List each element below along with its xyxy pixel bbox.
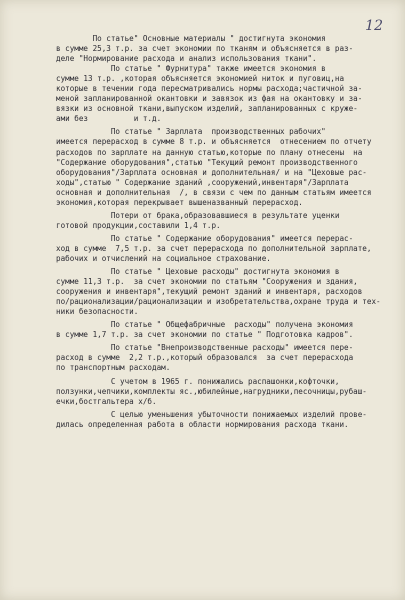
text-line: дилась определенная работа в области нормирования расхода ткани. xyxy=(56,419,349,429)
text-line: По статье " Цеховые расходы" достигнута экономия в xyxy=(56,267,340,277)
text-line: С учетом в 1965 г. понижались распашонки,кофточки, xyxy=(56,376,340,386)
text-line: готовой продукции,составили 1,4 т.р. xyxy=(56,220,221,230)
paragraph xyxy=(56,127,390,207)
text-line: ходы",статью " Содержание зданий ,сооружений,инвентаря"/Зарплата xyxy=(56,177,349,187)
text-line: имеется перерасход в сумме 8 т.р. и объясняется отнесением по отчету xyxy=(56,137,372,147)
text-line: сумме 13 т.р. ,которая объясняется экономией ниток и пуговиц,на xyxy=(56,74,345,84)
text-line: ечки,бостгальтера х/б. xyxy=(56,396,157,406)
text-line: ники безопасности. xyxy=(56,307,139,317)
text-line: По статье " Зарплата производственных рабочих" xyxy=(56,127,326,137)
text-line: деле "Нормирование расхода и анализ использования ткани". xyxy=(56,54,317,64)
paragraph xyxy=(56,320,390,340)
text-line: в сумме 25,3 т.р. за счет экономии по тканям и объясняется в раз- xyxy=(56,44,354,54)
text-line: меной запланированной окантовки и завязок из фая на окантовку и за- xyxy=(56,94,363,104)
text-line: основная и дополнительная /, в связи с чем по данным статьям имеется xyxy=(56,187,372,197)
text-line: По статье" Основные материалы " достигнута экономия xyxy=(56,34,326,43)
text-line: по/рационализации/рационализации и изобретательства,охране труда и тех- xyxy=(56,297,381,307)
text-line: оборудования"/Зарплата основная и дополнительная/ и на "Цеховые рас- xyxy=(56,167,367,177)
text-line: сумме 11,3 т.р. за счет экономии по статьям "Сооружения и здания, xyxy=(56,277,358,287)
paragraph xyxy=(56,410,390,430)
text-line: По статье " Содержание оборудования" имеется перерас- xyxy=(56,233,354,243)
text-line: С целью уменьшения убыточности понижаемых изделий прове- xyxy=(56,409,367,419)
text-line: экономия,которая перекрывает вышеназванный перерасход. xyxy=(56,197,303,207)
page-number: 12 xyxy=(365,18,383,34)
text-line: по транспортным расходам. xyxy=(56,363,171,373)
text-line: расходов по зарплате на данную статью,которые по плану отнесены на xyxy=(56,147,363,157)
text-line: "Содержание оборудования",статью "Текущий ремонт производственного xyxy=(56,157,358,167)
text-line: По статье " Фурнитура" также имеется экономия в xyxy=(56,64,326,74)
text-line: По статье "Внепроизводственные расходы" имеется пере- xyxy=(56,343,354,353)
text-line: рабочих и отчислений на социальное страхование. xyxy=(56,253,271,263)
text-line: вязки из основной ткани,выпуском изделий, запланированных с круже- xyxy=(56,104,358,114)
text-line: Потери от брака,образовавшиеся в результате уценки xyxy=(56,210,340,220)
text-line: которые в течении года пересматривались нормы расхода;частичной за- xyxy=(56,84,363,94)
text-line: ами без и т.д. xyxy=(56,114,162,124)
text-line: расход в сумме 2,2 т.р.,который образовался за счет перерасхода xyxy=(56,353,354,363)
paragraph xyxy=(56,234,390,264)
paragraph xyxy=(56,211,390,231)
text-line: По статье " Общефабричные расходы" получена экономия xyxy=(56,320,354,330)
text-line: сооружения и инвентаря",текущий ремонт зданий и инвентаря, расходов xyxy=(56,287,363,297)
paragraph xyxy=(56,34,390,124)
document-body xyxy=(56,34,390,430)
text-line: в сумме 1,7 т.р. за счет экономии по статье " Подготовка кадров". xyxy=(56,330,354,340)
text-line: ход в сумме 7,5 т.р. за счет перерасхода по дополнительной зарплате, xyxy=(56,243,372,253)
text-line: ползунки,чепчики,комплекты яс.,юбилейные,нагрудники,песочницы,рубаш- xyxy=(56,386,367,396)
paragraph xyxy=(56,267,390,317)
paragraph xyxy=(56,377,390,407)
paragraph xyxy=(56,343,390,373)
